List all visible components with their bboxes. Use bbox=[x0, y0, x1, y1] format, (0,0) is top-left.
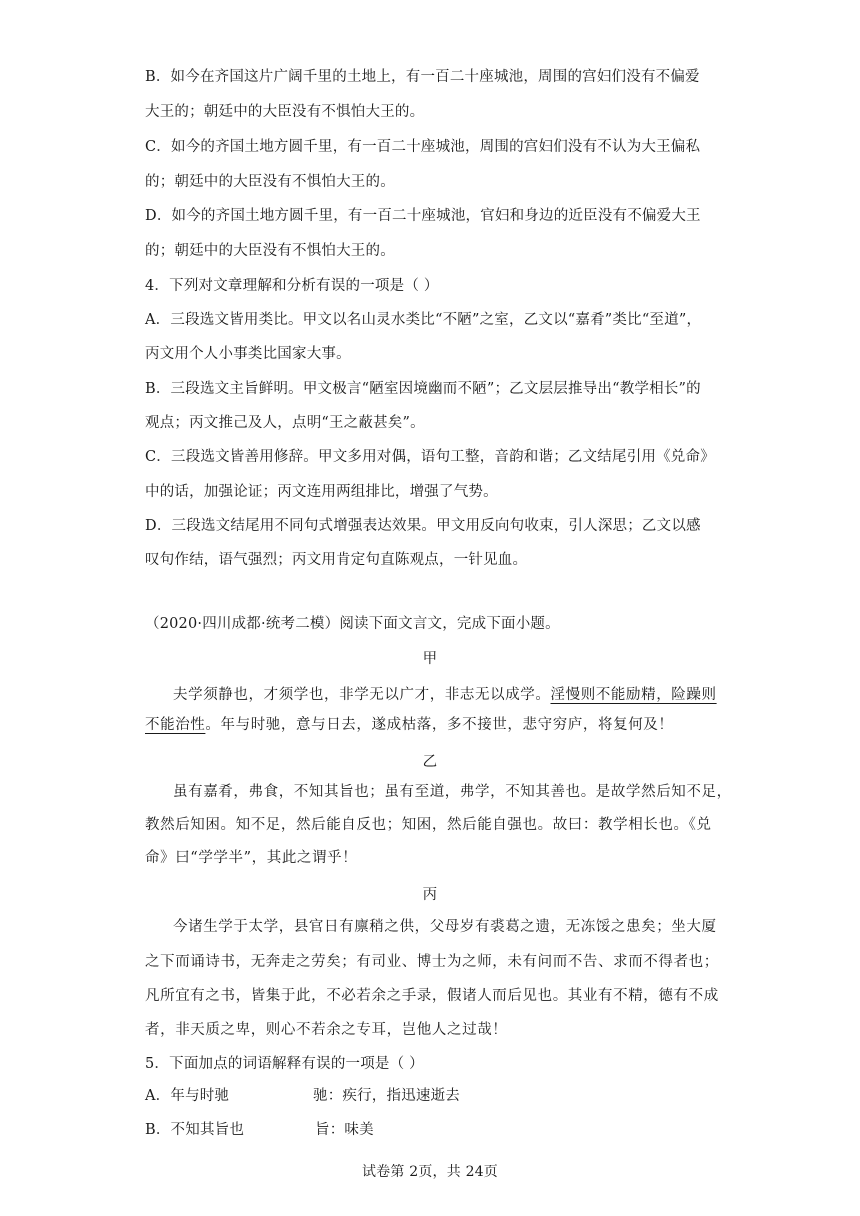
passage-yi-line2: 教然后知困。知不足，然后能自反也；知困，然后能自强也。故曰：教学相长也。《兑 bbox=[145, 817, 712, 833]
passage-jia-text: 。年与时驰，意与日去，遂成枯落，多不接世，悲守穷庐，将复何及！ bbox=[205, 717, 674, 733]
passage-bing-line2: 之下而诵诗书，无奔走之劳矣；有司业、博士为之师，未有问而不告、求而不得者也； bbox=[145, 954, 719, 970]
q3-option-b-line2: 大王的；朝廷中的大臣没有不惧怕大王的。 bbox=[145, 104, 425, 120]
passage-bing-title: 丙 bbox=[422, 887, 438, 903]
q4-option-b-line2: 观点；丙文推己及人，点明“王之蔽甚矣”。 bbox=[145, 415, 425, 431]
q3-option-b-line1: B．如今在齐国这片广阔千里的土地上，有一百二十座城池，周围的宫妇们没有不偏爱 bbox=[145, 69, 700, 85]
passage-intro: （2020·四川成都·统考二模）阅读下面文言文，完成下面小题。 bbox=[145, 616, 560, 632]
q5-option-b-explanation: 旨：味美 bbox=[315, 1122, 374, 1138]
q4-stem: 4．下列对文章理解和分析有误的一项是（ ） bbox=[145, 278, 439, 294]
passage-yi-title: 乙 bbox=[422, 754, 438, 770]
q5-option-b-term: B．不知其旨也 bbox=[145, 1122, 245, 1138]
q4-option-d-line1: D．三段选文结尾用不同句式增强表达效果。甲文用反向句收束，引人深思；乙文以感 bbox=[145, 518, 701, 534]
underlined-phrase: 不能治性 bbox=[145, 717, 206, 733]
underlined-phrase: 淫慢则不能励精，险躁则 bbox=[550, 687, 717, 703]
q3-option-c-line2: 的；朝廷中的大臣没有不惧怕大王的。 bbox=[145, 174, 395, 190]
q5-option-a bbox=[145, 1086, 720, 1106]
q4-option-c-line2: 中的话，加强论证；丙文连用两组排比，增强了气势。 bbox=[145, 484, 498, 500]
passage-yi-line3: 命》曰“学学半”，其此之谓乎！ bbox=[145, 850, 358, 866]
q4-option-a-line1: A．三段选文皆用类比。甲文以名山灵水类比“不陋”之室，乙文以“嘉肴”类比“至道”， bbox=[145, 312, 702, 328]
passage-jia-line1 bbox=[173, 685, 718, 705]
q4-option-c-line1: C．三段选文皆善用修辞。甲文多用对偶，语句工整，音韵和谐；乙文结尾引用《兑命》 bbox=[145, 449, 715, 465]
passage-bing-line4: 者，非天质之卑，则心不若余之专耳，岂他人之过哉！ bbox=[145, 1022, 508, 1038]
q5-stem: 5．下面加点的词语解释有误的一项是（ ） bbox=[145, 1056, 424, 1072]
q3-option-c-line1: C．如今的齐国土地方圆千里，有一百二十座城池，周围的宫妇们没有不认为大王偏私 bbox=[145, 139, 701, 155]
q5-option-b bbox=[145, 1120, 720, 1140]
q4-option-b-line1: B．三段选文主旨鲜明。甲文极言“陋室因境幽而不陋”；乙文层层推导出“教学相长”的 bbox=[145, 381, 701, 397]
q4-option-d-line2: 叹句作结，语气强烈；丙文用肯定句直陈观点，一针见血。 bbox=[145, 552, 528, 568]
page-footer: 试卷第 2页，共 24页 bbox=[361, 1164, 499, 1180]
passage-bing-line1: 今诸生学于太学，县官日有廪稍之供，父母岁有裘葛之遗，无冻馁之患矣；坐大厦 bbox=[173, 919, 717, 935]
q4-option-a-line2: 丙文用个人小事类比国家大事。 bbox=[145, 346, 351, 362]
q5-option-a-term: A．年与时驰 bbox=[145, 1088, 230, 1104]
passage-yi-line1: 虽有嘉肴，弗食，不知其旨也；虽有至道，弗学，不知其善也。是故学然后知不足， bbox=[173, 784, 732, 800]
passage-jia-title: 甲 bbox=[422, 651, 438, 667]
passage-jia-text: 夫学须静也，才须学也，非学无以广才，非志无以成学。 bbox=[173, 687, 551, 703]
q3-option-d-line2: 的；朝廷中的大臣没有不惧怕大王的。 bbox=[145, 243, 395, 259]
passage-jia-line2 bbox=[145, 715, 720, 735]
q5-option-a-explanation: 驰：疾行，指迅速逝去 bbox=[313, 1088, 460, 1104]
q3-option-d-line1: D．如今的齐国土地方圆千里，有一百二十座城池，官妇和身边的近臣没有不偏爱大王 bbox=[145, 208, 701, 224]
passage-bing-line3: 凡所宜有之书，皆集于此，不必若余之手录，假诸人而后见也。其业有不精，德有不成 bbox=[145, 988, 719, 1004]
